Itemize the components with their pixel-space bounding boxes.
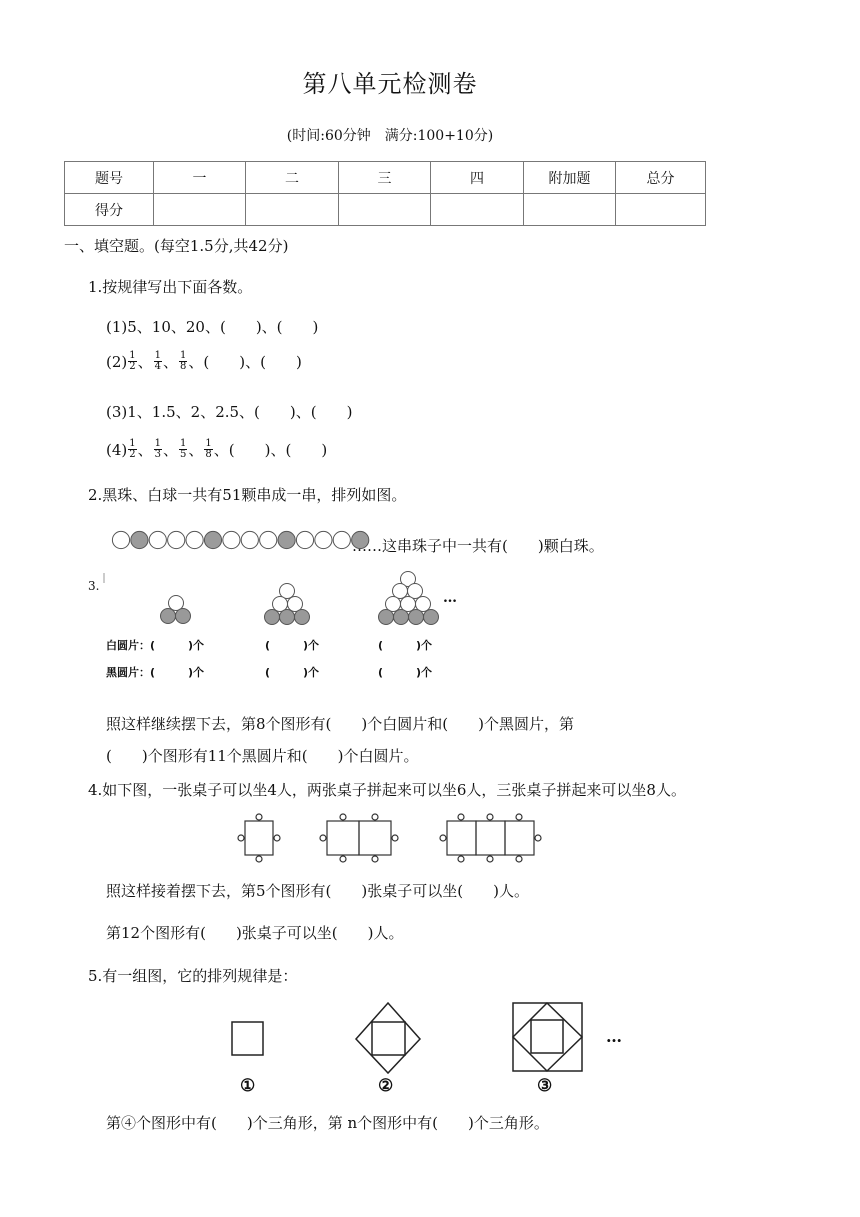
diamond-shape [356, 1003, 420, 1073]
question-3-text-2: ( )个图形有11个黑圆片和( )个白圆片。 [106, 747, 419, 765]
question-5-stem: 5.有一组图，它的排列规律是： [88, 967, 298, 985]
numerator: 1 [154, 350, 162, 361]
black-count-label-2: ( )个 [265, 666, 320, 679]
numerator: 1 [180, 438, 187, 449]
question-1-stem: 1.按规律写出下面各数。 [88, 278, 253, 296]
page-title: 第八单元检测卷 [302, 70, 478, 98]
figure-label-3: ③ [537, 1076, 553, 1096]
part-label: (4) [106, 440, 128, 459]
denominator: 4 [154, 361, 162, 372]
separator: 、 [163, 441, 179, 459]
question-4-text-2: 第12个图形有( )张桌子可以坐( )人。 [106, 924, 404, 942]
separator: 、 [188, 441, 204, 459]
answer-blanks[interactable]: 、( )、( ) [213, 441, 328, 459]
white-count-label-1: 白圆片：( )个 [106, 639, 205, 652]
numerator: 1 [154, 438, 162, 449]
square-shape [372, 1022, 405, 1055]
numerator: 1 [129, 350, 136, 361]
white-count-label-3: ( )个 [378, 639, 433, 652]
answer-blanks[interactable]: 、( )、( ) [188, 353, 302, 371]
question-3-number: 3. [88, 579, 100, 593]
score-table-header-cell: 题号 [65, 162, 154, 194]
score-table-header-cell: 附加题 [524, 162, 616, 194]
numerator: 1 [205, 438, 212, 449]
ellipsis: … [606, 1027, 622, 1046]
question-1-part-3: (3)1、1.5、2、2.5、( )、( ) [106, 403, 353, 421]
separator: 、 [137, 441, 153, 459]
question-4-stem: 4.如下图，一张桌子可以坐4人，两张桌子拼起来可以坐6人，三张桌子拼起来可以坐8人。 [88, 781, 686, 799]
ellipsis: … [443, 590, 457, 606]
denominator: 5 [180, 449, 187, 460]
score-row-label: 得分 [65, 194, 154, 226]
denominator: 2 [129, 361, 136, 372]
figure-label-1: ① [240, 1076, 256, 1096]
figure-label-2: ② [378, 1076, 394, 1096]
square-shape [232, 1022, 263, 1055]
score-table-header-cell: 总分 [616, 162, 706, 194]
score-table-header-cell: 三 [339, 162, 431, 194]
outer-square-shape [513, 1003, 582, 1071]
white-count-label-2: ( )个 [265, 639, 320, 652]
separator: 、 [163, 353, 179, 371]
inner-square-shape [531, 1020, 563, 1053]
exam-info: (时间:60分钟 满分:100+10分) [286, 128, 494, 144]
question-4-text-1: 照这样接着摆下去，第5个图形有( )张桌子可以坐( )人。 [106, 882, 529, 900]
diamond-shape [513, 1003, 582, 1071]
part-label: (2) [106, 352, 128, 371]
denominator: 2 [129, 449, 136, 460]
score-table-header-cell: 二 [246, 162, 339, 194]
black-count-label-1: 黑圆片：( )个 [106, 666, 205, 679]
denominator: 8 [180, 361, 187, 372]
denominator: 3 [154, 449, 162, 460]
question-3-text-1: 照这样继续摆下去，第8个图形有( )个白圆片和( )个黑圆片，第 [106, 715, 574, 733]
score-table-header-cell: 四 [431, 162, 524, 194]
numerator: 1 [180, 350, 187, 361]
score-table-header-cell: 一 [154, 162, 246, 194]
question-2-stem: 2.黑珠、白球一共有51颗串成一串，排列如图。 [88, 486, 407, 504]
denominator: 8 [205, 449, 212, 460]
question-2-text: ……这串珠子中一共有( )颗白珠。 [352, 537, 604, 555]
question-1-part-1: (1)5、10、20、( )、( ) [106, 318, 319, 336]
separator: 、 [137, 353, 153, 371]
section-heading: 一、填空题。(每空1.5分,共42分) [64, 237, 289, 255]
black-count-label-3: ( )个 [378, 666, 433, 679]
numerator: 1 [129, 438, 136, 449]
question-5-text: 第④个图形中有( )个三角形，第 n个图形中有( )个三角形。 [106, 1114, 549, 1132]
